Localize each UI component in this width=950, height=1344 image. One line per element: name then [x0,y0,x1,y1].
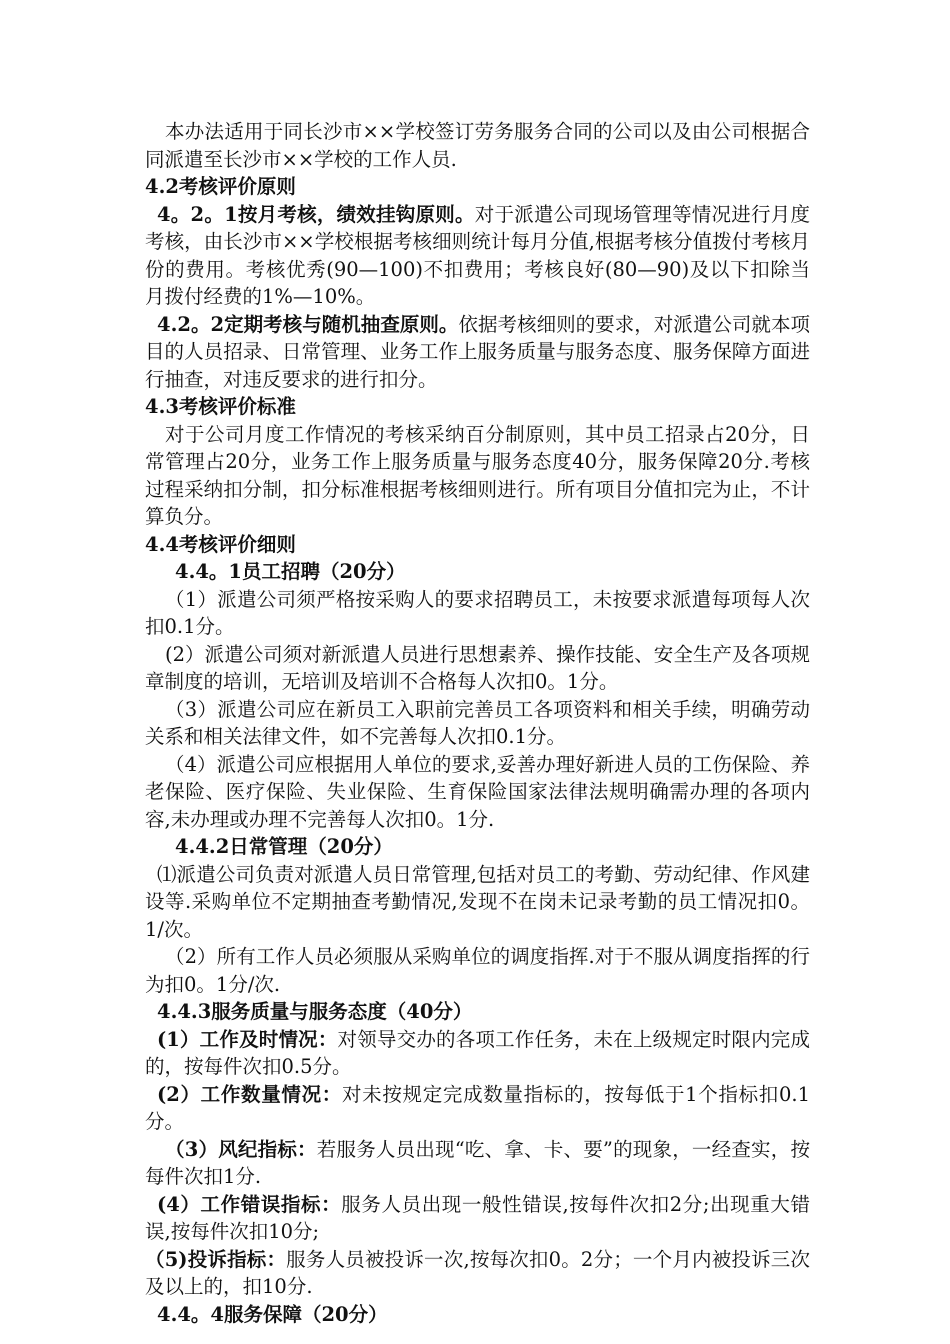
paragraph-4-4-3-3-title: （3）风纪指标： [165,1137,317,1161]
heading-4-2: 4.2考核评价原则 [145,175,296,198]
paragraph-4-4-3-4-text: 服务人员出现一般性错误,按每件次扣2分;出现重大错误,按每件次扣10分; [145,1192,810,1243]
heading-4-4-1: 4.4。1员工招聘（20分） [175,560,406,583]
paragraph-4-2-1-text: 对于派遣公司现场管理等情况进行月度考核，由长沙市××学校根据考核细则统计每月分值,根据考核分值拨付考核月份的费用。考核优秀(90—100)不扣费用；考核良好(80—90)及以下扣除当月拨付经费的1%—10%。 [145,202,810,308]
paragraph-4-4-3-4-title: (4）工作错误指标： [157,1192,342,1216]
paragraph-4-2-2 [145,311,810,394]
paragraph-4-4-2-1: ⑴派遣公司负责对派遣人员日常管理,包括对员工的考勤、劳动纪律、作风建设等.采购单位不定期抽查考勤情况,发现不在岗未记录考勤的员工情况扣0。1/次。 [145,862,810,941]
paragraph-4-4-3-2-text: 对未按规定完成数量指标的，按每低于1个指标扣0.1分。 [145,1082,811,1133]
paragraph-4-3: 对于公司月度工作情况的考核采纳百分制原则，其中员工招录占20分，日常管理占20分，业务工作上服务质量与服务态度40分，服务保障20分.考核过程采纳扣分制，扣分标准根据考核细则进行。所有项目分值扣完为止，不计算负分。 [145,422,810,528]
paragraph-4-4-1-2: (2）派遣公司须对新派遣人员进行思想素养、操作技能、安全生产及各项规章制度的培训，无培训及培训不合格每人次扣0。1分。 [145,642,810,693]
paragraph-4-4-3-2-title: (2）工作数量情况： [157,1082,342,1106]
paragraph-4-4-3-4 [145,1191,810,1246]
heading-4-4-4: 4.4。4服务保障（20分） [157,1302,388,1326]
paragraph-4-4-1-4: （4）派遣公司应根据用人单位的要求,妥善办理好新进人员的工伤保险、养老保险、医疗保险、失业保险、生育保险国家法律法规明确需办理的各项内容,未办理或办理不完善每人次扣0。1分. [145,752,810,831]
paragraph-4-4-2-2: （2）所有工作人员必须服从采购单位的调度指挥.对于不服从调度指挥的行为扣0。1分/次. [145,945,810,996]
paragraph-4-2-2-text: 依据考核细则的要求，对派遣公司就本项目的人员招录、日常管理、业务工作上服务质量与服务态度、服务保障方面进行抽查，对违反要求的进行扣分。 [145,312,810,391]
paragraph-4-2-1-title: 4。2。1按月考核，绩效挂钩原则。 [157,202,475,226]
paragraph-4-4-3-3-text: 若服务人员出现“吃、拿、卡、要”的现象，一经查实，按每件次扣1分. [145,1137,810,1188]
paragraph-4-4-3-2 [145,1081,810,1136]
paragraph-4-4-1-1: （1）派遣公司须严格按采购人的要求招聘员工，未按要求派遣每项每人次扣0.1分。 [145,587,810,638]
heading-4-3: 4.3考核评价标准 [145,395,296,418]
paragraph-4-4-1-3: （3）派遣公司应在新员工入职前完善员工各项资料和相关手续，明确劳动关系和相关法律文件，如不完善每人次扣0.1分。 [145,697,810,748]
paragraph-4-4-3-5 [145,1246,810,1301]
paragraph-4-2-1 [145,201,810,311]
paragraph-4-4-3-5-text: 服务人员被投诉一次,按每次扣0。2分；一个月内被投诉三次及以上的，扣10分. [145,1247,810,1298]
document-page [145,118,810,1328]
paragraph-4-4-3-5-title: （5)投诉指标： [145,1247,287,1271]
intro-paragraph: 本办法适用于同长沙市××学校签订劳务服务合同的公司以及由公司根据合同派遣至长沙市××学校的工作人员. [145,120,810,171]
paragraph-4-4-3-1-title: (1）工作及时情况： [157,1027,338,1051]
heading-4-4-2: 4.4.2日常管理（20分） [175,835,393,858]
paragraph-4-2-2-title: 4.2。2定期考核与随机抽查原则。 [157,312,459,336]
paragraph-4-4-3-1 [145,1026,810,1081]
paragraph-4-4-3-1-text: 对领导交办的各项工作任务，未在上级规定时限内完成的，按每件次扣0.5分。 [145,1027,810,1078]
paragraph-4-4-3-3 [145,1136,810,1191]
heading-4-4: 4.4考核评价细则 [145,532,296,556]
heading-4-4-3: 4.4.3服务质量与服务态度（40分） [157,1000,473,1023]
